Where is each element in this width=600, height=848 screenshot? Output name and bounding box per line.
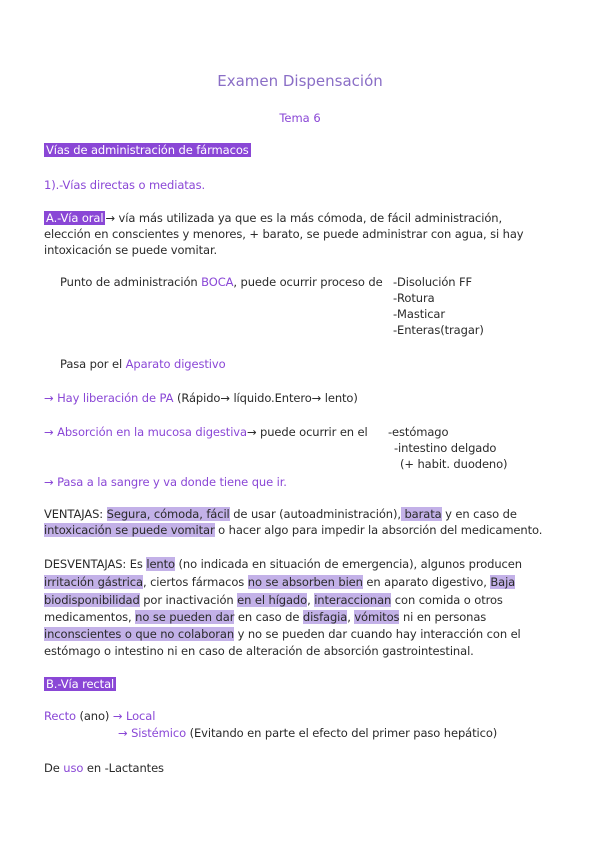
- recto-local: → Local: [112, 709, 156, 723]
- desv-l2-a: , ciertos fármacos: [142, 575, 248, 589]
- desv-l2-hl1: irritación gástrica: [44, 575, 143, 589]
- pasa-aparato: [60, 356, 226, 372]
- desv-l3-hl2: en el hígado: [237, 593, 308, 607]
- desventajas-line-5: [44, 626, 521, 642]
- desv-l4-hl3: vómitos: [354, 610, 400, 624]
- arrow2-purple: → Absorción en la mucosa digestiva: [44, 425, 247, 439]
- arrow-liberacion: [44, 390, 358, 406]
- desv-l1-hl: lento: [146, 557, 175, 571]
- recto-text: Recto: [44, 709, 76, 723]
- desventajas-line-4: [44, 609, 486, 625]
- ventajas-label: VENTAJAS:: [44, 507, 104, 521]
- oral-line-2: elección en conscientes y menores, + barato, se puede administrar con agua, si hay: [44, 227, 524, 241]
- ventajas-hl2: barata: [400, 507, 442, 521]
- desventajas-line-6: estómago o intestino ni en caso de alteración de absorción gastrointestinal.: [44, 644, 474, 658]
- recto-line: [44, 708, 155, 724]
- desv-l2-hl3: Baja: [490, 575, 516, 589]
- desv-l3-c: con comida o otros: [391, 593, 503, 607]
- rectal-label: B.-Vía rectal: [46, 677, 115, 691]
- desv-l5-hl: inconscientes o que no colaboran: [44, 627, 235, 641]
- oral-line-1: [44, 210, 502, 226]
- punto-administracion: [60, 274, 383, 290]
- arrow-sangre: → Pasa a la sangre y va donde tiene que ir.: [44, 475, 287, 489]
- arrow-absorcion: [44, 424, 368, 440]
- page-subtitle: Tema 6: [279, 111, 321, 125]
- desventajas-line-2: [44, 574, 515, 590]
- section-title-text: Vías de administración de fármacos: [46, 143, 249, 157]
- desv-l2-b: en aparato digestivo,: [362, 575, 491, 589]
- uso-line: [44, 760, 164, 776]
- arrow1-rest: (Rápido→ líquido.Entero→ lento): [173, 391, 358, 405]
- ventajas-t3: o hacer algo para impedir la absorción del medicamento.: [214, 523, 543, 537]
- desv-l4-d: ni en personas: [399, 610, 487, 624]
- rectal-title: [44, 676, 116, 692]
- uso-post: en -Lactantes: [83, 761, 164, 775]
- desv-l4-c: ,: [347, 610, 355, 624]
- ventajas-line-2: [44, 522, 542, 538]
- ventajas-line-1: [44, 506, 517, 522]
- recto-ano: (ano): [75, 709, 113, 723]
- proceso-item: -Disolución FF: [393, 275, 473, 289]
- proceso-item: -Rotura: [393, 291, 435, 305]
- section-title: [44, 142, 251, 158]
- page-title: Examen Dispensación: [217, 72, 383, 90]
- punto-boca: BOCA: [201, 275, 234, 289]
- pasa-pre: Pasa por el: [60, 357, 126, 371]
- desventajas-label: DESVENTAJAS:: [44, 557, 127, 571]
- ventajas-t2: y en caso de: [441, 507, 517, 521]
- desv-l3-hl1: biodisponibilidad: [44, 593, 140, 607]
- desv-l4-a: medicamentos,: [44, 610, 136, 624]
- pasa-aparato-text: Aparato digestivo: [125, 357, 226, 371]
- desv-l4-hl2: disfagia: [302, 610, 348, 624]
- uso-text: uso: [63, 761, 84, 775]
- absorcion-item: -estómago: [388, 425, 449, 439]
- desv-l4-b: en caso de: [234, 610, 303, 624]
- uso-pre: De: [44, 761, 64, 775]
- desv-l1-a: Es: [126, 557, 147, 571]
- arrow2-rest: → puede ocurrir en el: [246, 425, 368, 439]
- sistemico-rest: (Evitando en parte el efecto del primer paso hepático): [186, 726, 498, 740]
- ventajas-t1: de usar (autoadministración),: [229, 507, 401, 521]
- absorcion-item: -intestino delgado: [394, 441, 497, 455]
- oral-line1-text: → vía más utilizada ya que es la más cómoda, de fácil administración,: [105, 211, 503, 225]
- ventajas-hl3: intoxicación se puede vomitar: [44, 523, 215, 537]
- desventajas-line-1: [44, 556, 522, 572]
- oral-line-3: intoxicación se puede vomitar.: [44, 243, 218, 257]
- proceso-item: -Enteras(tragar): [393, 323, 484, 337]
- desv-l3-b: ,: [307, 593, 315, 607]
- desventajas-line-3: [44, 592, 503, 608]
- sistemico-text: → Sistémico: [118, 726, 187, 740]
- punto-pre: Punto de administración: [60, 275, 202, 289]
- absorcion-item: (+ habit. duodeno): [400, 457, 508, 471]
- ventajas-hl1: Segura, cómoda, fácil: [106, 507, 230, 521]
- desv-l4-hl1: no se pueden dar: [135, 610, 235, 624]
- sistemico-line: [118, 725, 497, 741]
- desv-l5-a: y no se pueden dar cuando hay interacción con el: [234, 627, 521, 641]
- desv-l3-hl3: interaccionan: [314, 593, 392, 607]
- proceso-item: -Masticar: [393, 307, 446, 321]
- subsection-title: 1).-Vías directas o mediatas.: [44, 178, 206, 192]
- desv-l3-a: por inactivación: [139, 593, 238, 607]
- desv-l1-b: (no indicada en situación de emergencia), algunos producen: [174, 557, 522, 571]
- punto-post: , puede ocurrir proceso de: [233, 275, 383, 289]
- arrow1-purple: → Hay liberación de PA: [44, 391, 174, 405]
- desv-l2-hl2: no se absorben bien: [247, 575, 363, 589]
- oral-label: A.-Vía oral: [46, 211, 104, 225]
